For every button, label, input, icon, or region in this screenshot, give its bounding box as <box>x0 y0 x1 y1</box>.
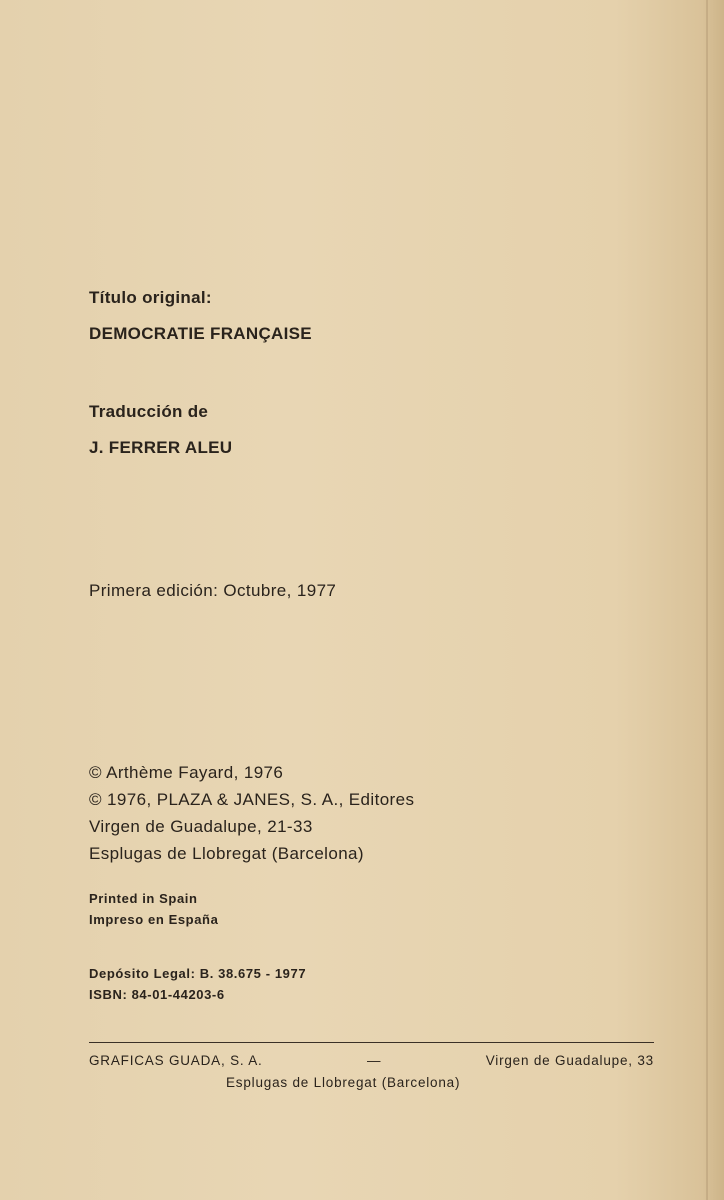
printer-dash: — <box>367 1053 382 1068</box>
legal-deposit: Depósito Legal: B. 38.675 - 1977 <box>89 966 307 981</box>
original-title-value: DEMOCRATIE FRANÇAISE <box>89 324 312 343</box>
copyright-line-2: © 1976, PLAZA & JANES, S. A., Editores <box>89 790 415 809</box>
original-title-label: Título original: <box>89 288 212 307</box>
edition-info: Primera edición: Octubre, 1977 <box>89 581 337 600</box>
translation-label: Traducción de <box>89 402 209 421</box>
printed-in-spanish: Impreso en España <box>89 912 219 927</box>
printer-line <box>89 1053 654 1075</box>
printer-city: Esplugas de Llobregat (Barcelona) <box>226 1075 461 1090</box>
legal-block <box>89 963 306 1005</box>
printer-name: GRAFICAS GUADA, S. A. <box>89 1053 263 1068</box>
divider-rule <box>89 1042 654 1043</box>
printed-in-english: Printed in Spain <box>89 891 198 906</box>
isbn: ISBN: 84-01-44203-6 <box>89 987 225 1002</box>
page-fold <box>706 0 708 1200</box>
printer-address: Virgen de Guadalupe, 33 <box>485 1053 654 1068</box>
publisher-city: Esplugas de Llobregat (Barcelona) <box>89 844 364 863</box>
copyright-line-1: © Arthème Fayard, 1976 <box>89 763 284 782</box>
publisher-address: Virgen de Guadalupe, 21-33 <box>89 817 313 836</box>
original-title-block <box>89 287 312 345</box>
translation-block <box>89 402 232 459</box>
printed-in-block <box>89 888 218 930</box>
translator-name: J. FERRER ALEU <box>89 438 233 457</box>
copyright-block <box>89 759 414 867</box>
